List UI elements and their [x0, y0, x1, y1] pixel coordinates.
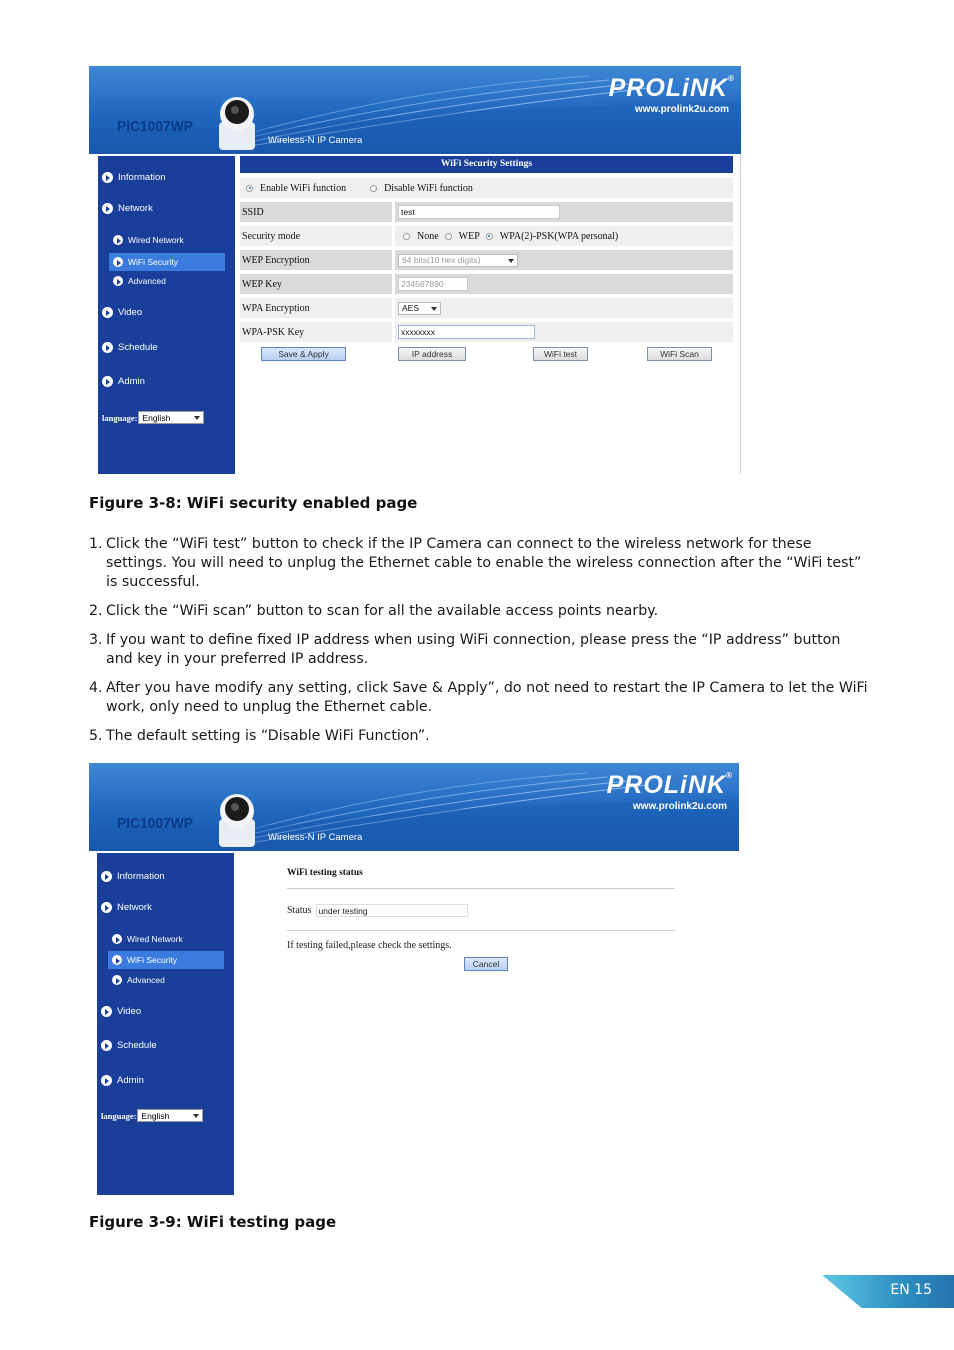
camera-banner: [89, 66, 741, 154]
sidebar-item-wifi-security[interactable]: WiFi Security: [108, 951, 224, 969]
website-url: www.prolink2u.com: [634, 104, 729, 115]
figure-wifi-security-screenshot: [89, 66, 741, 474]
sidebar-item-admin[interactable]: Admin: [101, 1075, 144, 1086]
wpa-encryption-row: [240, 298, 733, 318]
arrow-bullet-icon: [102, 203, 113, 214]
sidebar-item-schedule[interactable]: Schedule: [102, 342, 158, 353]
wifi-function-options: [240, 178, 733, 198]
sidebar: [97, 853, 234, 1195]
arrow-bullet-icon: [101, 1040, 112, 1051]
wpa-key-label: WPA-PSK Key: [240, 322, 392, 342]
wpa-key-input[interactable]: xxxxxxxx: [398, 325, 535, 339]
disable-wifi-label: Disable WiFi function: [384, 182, 473, 194]
list-item: 5. The default setting is “Disable WiFi Function”.: [89, 728, 430, 744]
wifi-scan-button[interactable]: WiFi Scan: [647, 347, 712, 361]
figure-caption: Figure 3-9: WiFi testing page: [89, 1213, 337, 1231]
divider: [287, 888, 675, 889]
sidebar-item-network[interactable]: Network: [102, 203, 153, 214]
save-apply-button[interactable]: Save & Apply: [261, 347, 346, 361]
mode-none-label: None: [417, 230, 439, 242]
sidebar-item-information[interactable]: Information: [102, 172, 166, 183]
sidebar-item-schedule[interactable]: Schedule: [101, 1040, 157, 1051]
figure-wifi-testing-screenshot: [89, 763, 739, 1195]
sidebar-item-video[interactable]: Video: [101, 1006, 141, 1017]
arrow-bullet-icon: [113, 235, 123, 245]
chevron-down-icon: [508, 259, 514, 263]
mode-wpa-radio[interactable]: [486, 233, 493, 240]
language-dropdown[interactable]: English: [138, 411, 204, 424]
language-selector: [101, 1109, 203, 1122]
arrow-bullet-icon: [101, 1006, 112, 1017]
divider: [287, 930, 675, 931]
ssid-input[interactable]: test: [398, 205, 560, 219]
arrow-bullet-icon: [102, 172, 113, 183]
enable-wifi-radio[interactable]: [246, 185, 253, 192]
mode-wep-label: WEP: [458, 230, 480, 242]
testing-title: WiFi testing status: [287, 868, 363, 878]
arrow-bullet-icon: [112, 955, 122, 965]
arrow-bullet-icon: [101, 902, 112, 913]
sidebar-item-admin[interactable]: Admin: [102, 376, 145, 387]
sidebar-item-information[interactable]: Information: [101, 871, 165, 882]
cancel-bar: [287, 957, 675, 973]
list-item: 3. If you want to define fixed IP address when using WiFi connection, please press the “IP address” button and key in your preferred IP address.: [89, 632, 841, 667]
model-name: PIC1007WP: [117, 815, 193, 832]
sidebar-item-advanced[interactable]: Advanced: [112, 975, 165, 985]
product-name: Wireless-N IP Camera: [268, 135, 363, 146]
fail-message: If testing failed,please check the settings.: [287, 940, 452, 951]
sidebar: [98, 156, 235, 474]
language-label: language:: [101, 1110, 137, 1121]
ssid-row: [240, 202, 733, 222]
arrow-bullet-icon: [113, 257, 123, 267]
language-label: language:: [102, 412, 138, 423]
mode-none-radio[interactable]: [403, 233, 410, 240]
language-selector: [102, 411, 204, 424]
arrow-bullet-icon: [102, 376, 113, 387]
wpa-encryption-dropdown[interactable]: AES: [398, 302, 441, 315]
sidebar-item-wired-network[interactable]: Wired Network: [112, 934, 183, 944]
camera-icon: [213, 92, 261, 152]
button-bar: [240, 347, 733, 369]
ssid-label: SSID: [240, 202, 392, 222]
chevron-down-icon: [193, 1114, 199, 1118]
arrow-bullet-icon: [102, 307, 113, 318]
status-row: [287, 904, 675, 917]
disable-wifi-radio[interactable]: [370, 185, 377, 192]
wep-key-label: WEP Key: [240, 274, 392, 294]
wep-encryption-label: WEP Encryption: [240, 250, 392, 270]
list-item: 4. After you have modify any setting, click Save & Apply”, do not need to restart the IP Camera to let the WiFi work, only need to unplug the Ethernet cable.: [89, 680, 868, 715]
list-item: 1. Click the “WiFi test” button to check if the IP Camera can connect to the wireless network for these settings. You will need to unplug the Ethernet cable to enable the wireless connection after the “WiFi test” is successful.: [89, 536, 862, 590]
sidebar-item-video[interactable]: Video: [102, 307, 142, 318]
wep-encryption-dropdown[interactable]: 64 bits(10 hex digits): [398, 254, 518, 267]
enable-wifi-label: Enable WiFi function: [260, 182, 347, 194]
security-mode-row: [240, 226, 733, 246]
wifi-settings-panel: [240, 156, 733, 369]
arrow-bullet-icon: [112, 975, 122, 985]
wpa-key-row: [240, 322, 733, 342]
wifi-testing-panel: [287, 868, 675, 973]
list-item: 2. Click the “WiFi scan” button to scan for all the available access points nearby.: [89, 603, 659, 619]
wep-key-input[interactable]: 234567890: [398, 277, 468, 291]
arrow-bullet-icon: [102, 342, 113, 353]
sidebar-item-network[interactable]: Network: [101, 902, 152, 913]
sidebar-item-advanced[interactable]: Advanced: [113, 276, 166, 286]
instruction-list: [89, 535, 869, 756]
panel-title: WiFi Security Settings: [240, 156, 733, 173]
security-mode-label: Security mode: [240, 226, 392, 246]
sidebar-item-wired-network[interactable]: Wired Network: [113, 235, 184, 245]
arrow-bullet-icon: [101, 871, 112, 882]
chevron-down-icon: [431, 307, 437, 311]
arrow-bullet-icon: [113, 276, 123, 286]
status-field: under testing: [316, 904, 468, 917]
chevron-down-icon: [194, 416, 200, 420]
website-url: www.prolink2u.com: [632, 801, 727, 812]
arrow-bullet-icon: [112, 934, 122, 944]
mode-wep-radio[interactable]: [445, 233, 452, 240]
wep-encryption-row: [240, 250, 733, 270]
mode-wpa-label: WPA(2)-PSK(WPA personal): [499, 230, 619, 242]
status-label: Status: [287, 905, 312, 916]
ip-address-button[interactable]: IP address: [398, 347, 466, 361]
cancel-button[interactable]: Cancel: [464, 957, 508, 971]
sidebar-item-wifi-security[interactable]: WiFi Security: [109, 253, 225, 271]
wifi-function-row: [240, 178, 733, 198]
brand-logo: PROLiNK®: [608, 74, 735, 102]
page-number: EN 15: [890, 1282, 932, 1298]
arrow-bullet-icon: [101, 1075, 112, 1086]
brand-logo: PROLiNK®: [606, 771, 733, 799]
divider: [740, 154, 741, 474]
wifi-test-button[interactable]: WiFi test: [533, 347, 588, 361]
page-number-tab: [822, 1275, 954, 1308]
wpa-encryption-label: WPA Encryption: [240, 298, 392, 318]
camera-banner: [89, 763, 739, 851]
figure-caption: Figure 3-8: WiFi security enabled page: [89, 494, 418, 512]
language-dropdown[interactable]: English: [137, 1109, 203, 1122]
model-name: PIC1007WP: [117, 118, 193, 135]
product-name: Wireless-N IP Camera: [268, 832, 363, 843]
camera-icon: [213, 789, 261, 849]
wep-key-row: [240, 274, 733, 294]
